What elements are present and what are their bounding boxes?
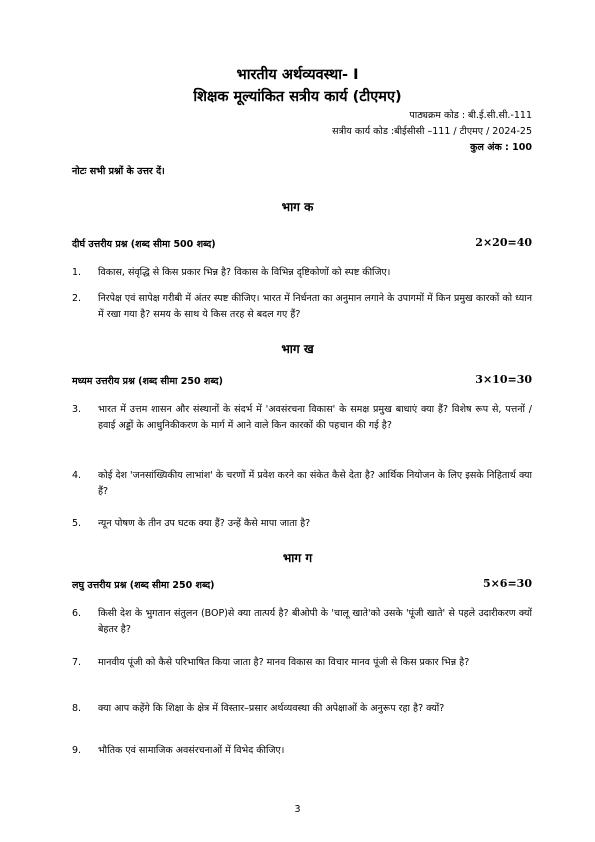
question-text: निरपेक्ष एवं सापेक्ष गरीबी में अंतर स्पष्ट कीजिए। भारत में निर्धनता का अनुमान लगाने के उपागमों में किन प्रमुख कारकों को ध्यान में रखा गया है? समय के साथ ये किस तरह से बदल गए हैं? bbox=[98, 293, 532, 320]
question-text: किसी देश के भुगतान संतुलन (BOP)से क्या तात्पर्य है? बीओपी के 'चालू खाते'को उसके 'पूंजी खाते' से पहले उदारीकरण क्यों बेहतर है? bbox=[98, 608, 532, 635]
question-3 bbox=[72, 402, 532, 434]
question-1 bbox=[72, 265, 532, 281]
question-9 bbox=[72, 743, 532, 759]
total-marks: कुल अंक : 100 bbox=[470, 142, 532, 153]
question-text: न्यून पोषण के तीन उप घटक क्या हैं? उन्हें कैसे मापा जाता है? bbox=[98, 518, 311, 529]
section-heading-b: मध्यम उत्तरीय प्रश्न (शब्द सीमा 250 शब्द) bbox=[72, 376, 223, 387]
question-number: 6. bbox=[72, 608, 82, 619]
question-number: 5. bbox=[72, 518, 82, 529]
question-number: 3. bbox=[72, 404, 82, 415]
document-title: भारतीय अर्थव्यवस्था- I bbox=[236, 67, 359, 83]
section-marks-a: 2×20=40 bbox=[475, 236, 532, 249]
section-label-b: भाग ख bbox=[281, 342, 314, 356]
page-number: 3 bbox=[294, 804, 301, 815]
question-number: 9. bbox=[72, 745, 82, 756]
section-marks-b: 3×10=30 bbox=[475, 373, 532, 386]
question-2 bbox=[72, 291, 532, 323]
question-6 bbox=[72, 606, 532, 638]
course-code: पाठ्यक्रम कोड : बी.ई.सी.सी.-111 bbox=[409, 110, 532, 121]
question-text: क्या आप कहेंगे कि शिक्षा के क्षेत्र में विस्तार–प्रसार अर्थव्यवस्था की अपेक्षाओं के अनुरूप रहा है? क्यों? bbox=[98, 703, 445, 714]
question-number: 8. bbox=[72, 703, 82, 714]
question-text: मानवीय पूंजी को कैसे परिभाषित किया जाता है? मानव विकास का विचार मानव पूंजी से किस प्रकार भिन्न है? bbox=[98, 657, 470, 668]
section-marks-c: 5×6=30 bbox=[482, 577, 532, 590]
question-number: 1. bbox=[72, 267, 82, 278]
question-7 bbox=[72, 655, 532, 671]
section-label-c: भाग ग bbox=[282, 551, 313, 565]
section-heading-a: दीर्घ उत्तरीय प्रश्न (शब्द सीमा 500 शब्द) bbox=[72, 239, 216, 250]
document-subtitle: शिक्षक मूल्यांकित सत्रीय कार्य (टीएमए) bbox=[193, 89, 402, 105]
question-number: 2. bbox=[72, 293, 82, 304]
section-label-a: भाग क bbox=[281, 200, 314, 214]
section-heading-c: लघु उत्तरीय प्रश्न (शब्द सीमा 250 शब्द) bbox=[72, 580, 215, 591]
question-5 bbox=[72, 516, 532, 532]
question-number: 4. bbox=[72, 470, 82, 481]
question-8 bbox=[72, 701, 532, 717]
question-4 bbox=[72, 468, 532, 500]
question-text: विकास, संवृद्धि से किस प्रकार भिन्न है? विकास के विभिन्न दृष्टिकोणों को स्पष्ट कीजिए। bbox=[98, 267, 391, 278]
question-number: 7. bbox=[72, 657, 82, 668]
question-text: भौतिक एवं सामाजिक अवसंरचनाओं में विभेद कीजिए। bbox=[98, 745, 285, 756]
instruction-note: नोटः सभी प्रश्नों के उत्तर दें। bbox=[72, 166, 165, 177]
question-text: भारत में उत्तम शासन और संस्थानों के संदर्भ में 'अवसंरचना विकास' के समक्ष प्रमुख बाधाएं क्या हैं? विशेष रूप से, पत्तनों /हवाई अड्डों के आधुनिकीकरण के मार्ग में आने वाले किन कारकों की पहचान की गई है? bbox=[98, 404, 532, 431]
assignment-code: सत्रीय कार्य कोड :बीईसीसी –111 / टीएमए / 2024-25 bbox=[332, 126, 532, 137]
question-text: कोई देश 'जनसांख्यिकीय लाभांश' के चरणों में प्रवेश करने का संकेत कैसे देता है? आर्थिक नियोजन के लिए इसके निहितार्थ क्या हैं? bbox=[98, 470, 532, 497]
